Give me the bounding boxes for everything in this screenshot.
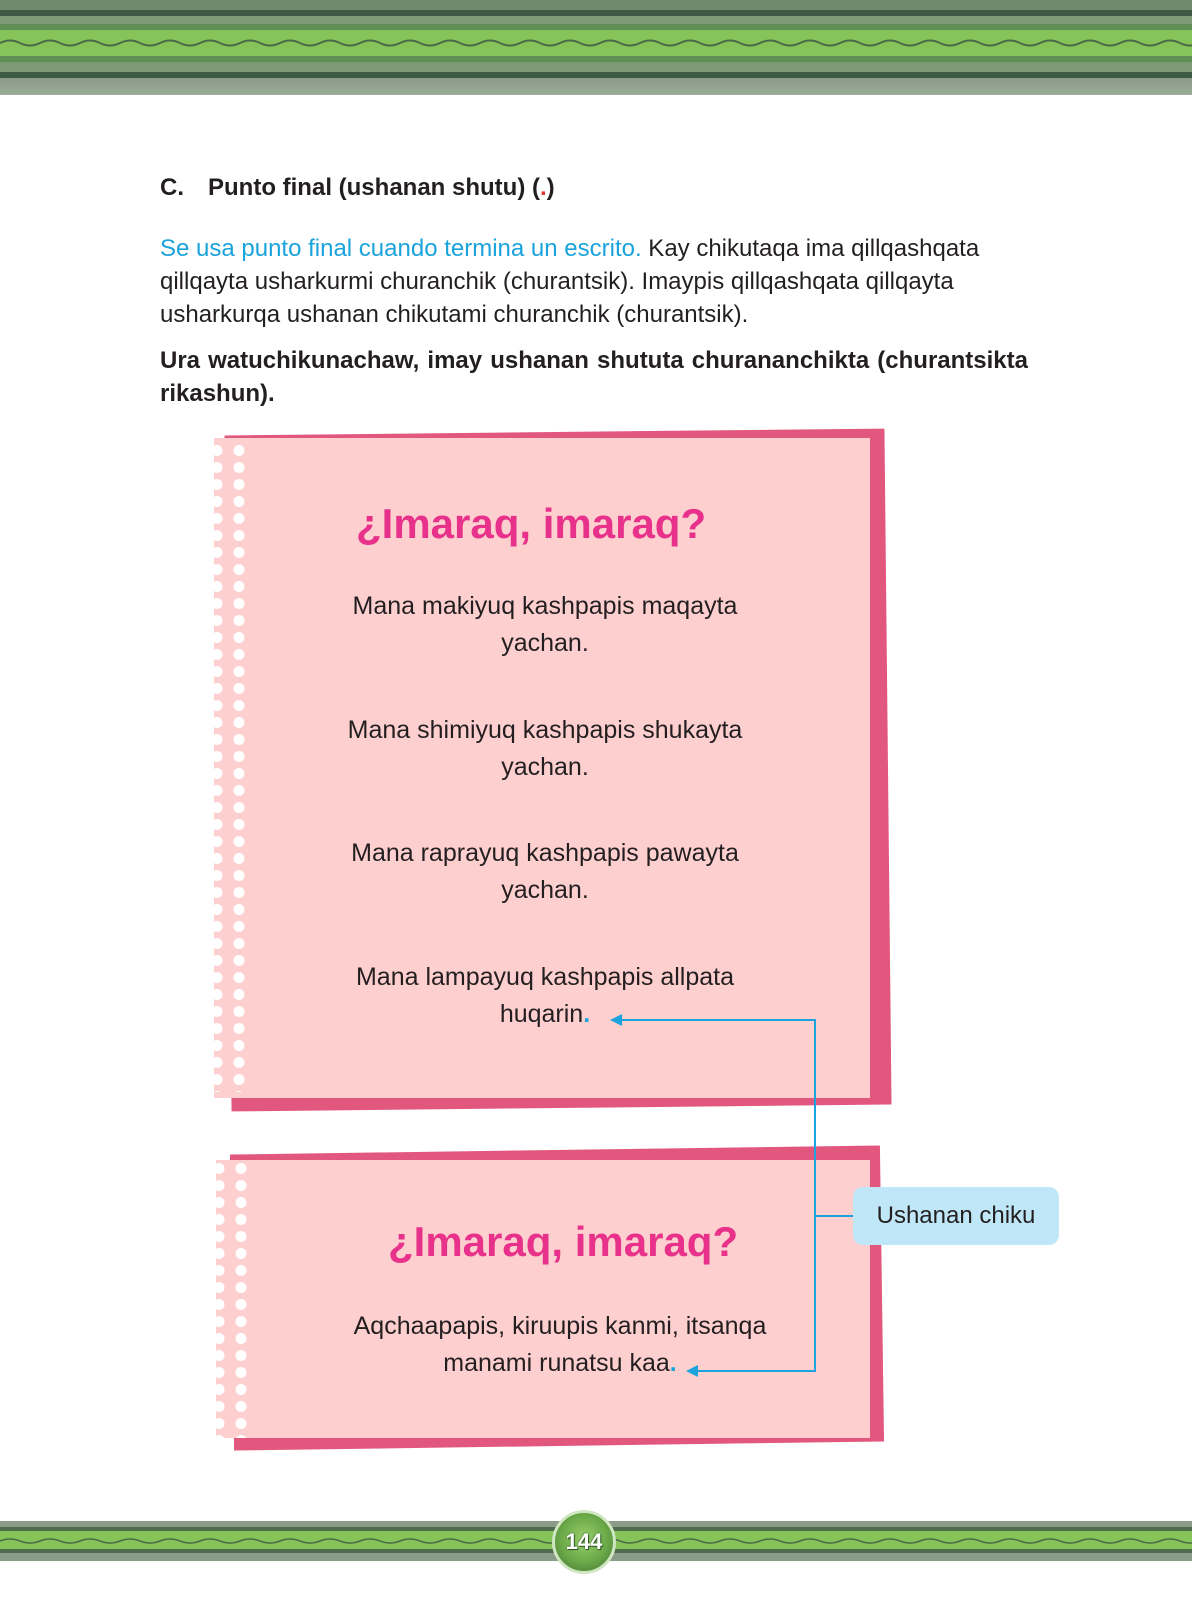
- riddle-4-period: .: [583, 1000, 591, 1028]
- riddle-4-line1: Mana lampayuq kashpapis allpata: [355, 963, 734, 991]
- riddle-2-line2: yachan.: [501, 753, 589, 781]
- riddle-4-line2: huqarin: [499, 1000, 584, 1028]
- callout-label-box: [853, 1187, 1059, 1245]
- riddle-1-line1: Mana makiyuq kashpapis maqayta: [352, 592, 738, 620]
- section-letter: C.: [160, 174, 184, 201]
- intro-spanish-sentence: Se usa punto final cuando termina un escrito.: [160, 235, 642, 262]
- instruction-text: Ura watuchikunachaw, imay ushanan shututa churananchikta (churantsikta rikashun).: [160, 347, 1028, 407]
- section-title-close: ): [546, 174, 555, 201]
- riddle-3-line2: yachan.: [501, 876, 589, 904]
- intro-quechua-text: Kay chikutaqa ima qillqashqata qillqayta usharkurmi churanchik (churantsik). Imaypis qillqashqata qillqayta usharkurqa ushanan chikutami churanchik (churantsik).: [160, 235, 980, 328]
- arrow-to-riddle-5: [690, 1216, 815, 1371]
- card1-title: ¿Imaraq, imaraq?: [356, 500, 707, 547]
- arrow-to-riddle-4: [614, 1020, 853, 1216]
- arrowhead-1-icon: [610, 1014, 622, 1026]
- page-number-badge: [552, 1510, 616, 1574]
- riddle-2-line1: Mana shimiyuq kashpapis shukayta: [347, 716, 743, 744]
- card2-title: ¿Imaraq, imaraq?: [388, 1218, 739, 1265]
- riddle-5-period: .: [669, 1349, 677, 1377]
- section-title: Punto final (ushanan shutu) (: [208, 174, 540, 201]
- arrowhead-2-icon: [686, 1365, 698, 1377]
- riddle-5-line1: Aqchaapapis, kiruupis kanmi, itsanqa: [353, 1312, 767, 1340]
- riddle-3-line1: Mana raprayuq kashpapis pawayta: [351, 839, 739, 867]
- page-number: 144: [565, 1529, 603, 1554]
- callout-label: Ushanan chiku: [876, 1202, 1036, 1229]
- heading-period-symbol: .: [539, 174, 547, 201]
- riddle-1-line2: yachan.: [501, 629, 589, 657]
- riddle-5-line2: manami runatsu kaa: [443, 1349, 670, 1377]
